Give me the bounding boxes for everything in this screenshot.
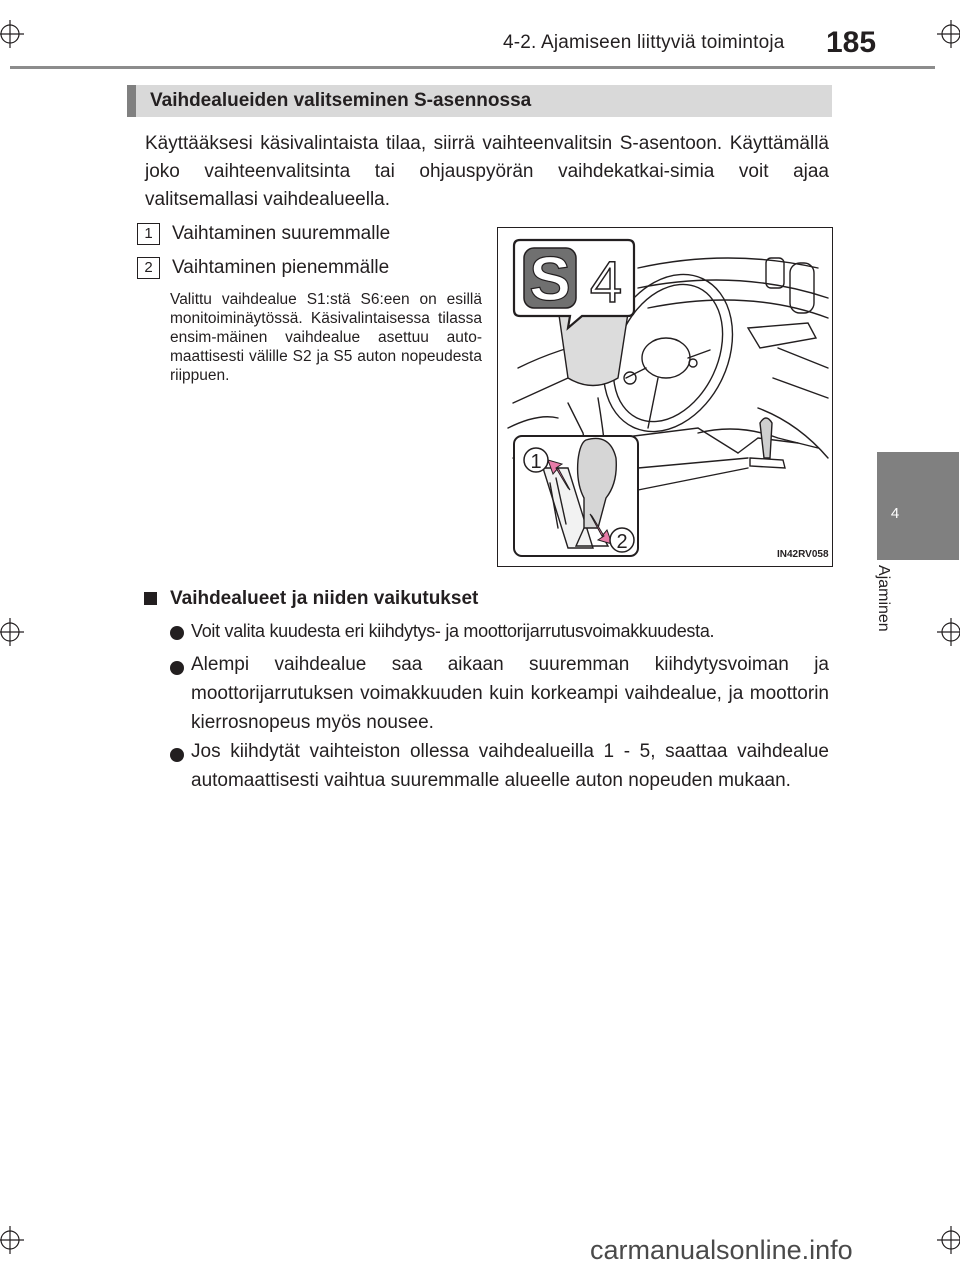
bullet-text-2: Alempi vaihdealue saa aikaan suuremman kiihdytysvoiman ja moottorijarrutuksen voimakkuuden kuin korkeampi vaihdealue, ja moottorin kierrosnopeus myös nousee. xyxy=(191,654,829,733)
step-badge-2: 2 xyxy=(137,257,160,279)
shift-lever-illustration xyxy=(497,227,833,567)
section-title: Vaihdealueiden valitseminen S-asennossa xyxy=(150,90,532,111)
step-label-1: Vaihtaminen suuremmalle xyxy=(172,223,391,244)
registration-mark-mid-left xyxy=(0,618,24,646)
display-number: 4 xyxy=(589,250,623,315)
bullet-text-3: Jos kiihdytät vaihteiston ollessa vaihdealueilla 1 - 5, saattaa vaihdealue automaattisesti vaihtua suuremmalle alueelle auton nopeuden mukaan. xyxy=(191,741,829,791)
step-badge-1: 1 xyxy=(137,223,160,245)
subsection-title: Vaihdealueet ja niiden vaikutukset xyxy=(170,588,479,609)
registration-mark-top-right xyxy=(937,20,960,48)
registration-mark-bottom-left xyxy=(0,1226,24,1254)
registration-mark-top-left xyxy=(0,20,24,48)
bullet-icon xyxy=(170,748,184,762)
subsection-marker-icon xyxy=(144,592,157,605)
header-rule xyxy=(10,66,935,69)
intro-paragraph: Käyttääksesi käsivalintaista tilaa, siirrä vaihteenvalitsin S-asentoon. Käyttämällä joko vaihteenvalitsinta tai ohjauspyörän vaihdekatkai-simia voit ajaa valitsemallasi vaihdealueella. xyxy=(145,133,829,210)
bullet-text-1: Voit valita kuudesta eri kiihdytys- ja moottorijarrutusvoimakkuudesta. xyxy=(191,621,715,641)
registration-mark-mid-right xyxy=(937,618,960,646)
callout-2: 2 xyxy=(616,531,628,553)
chapter-tab-number: 4 xyxy=(890,505,900,522)
header-section-title: 4-2. Ajamiseen liittyviä toimintoja xyxy=(503,32,785,53)
chapter-tab-label: Ajaminen xyxy=(875,565,892,632)
page-number: 185 xyxy=(826,26,877,59)
display-letter: S xyxy=(529,245,571,314)
step-note: Valittu vaihdealue S1:stä S6:een on esillä monitoiminäytössä. Käsivalintaisessa tilassa ensim-mäinen vaihdealue asettuu auto-maattisesti välille S2 ja S5 auton nopeudesta riippuen. xyxy=(170,291,482,384)
registration-mark-bottom-right xyxy=(937,1226,960,1254)
illustration-code: IN42RV058 xyxy=(777,549,829,560)
bullet-icon xyxy=(170,626,184,640)
step-label-2: Vaihtaminen pienemmälle xyxy=(172,257,390,278)
callout-1: 1 xyxy=(530,451,542,473)
watermark: carmanualsonline.info xyxy=(590,1235,853,1265)
bullet-icon xyxy=(170,661,184,675)
